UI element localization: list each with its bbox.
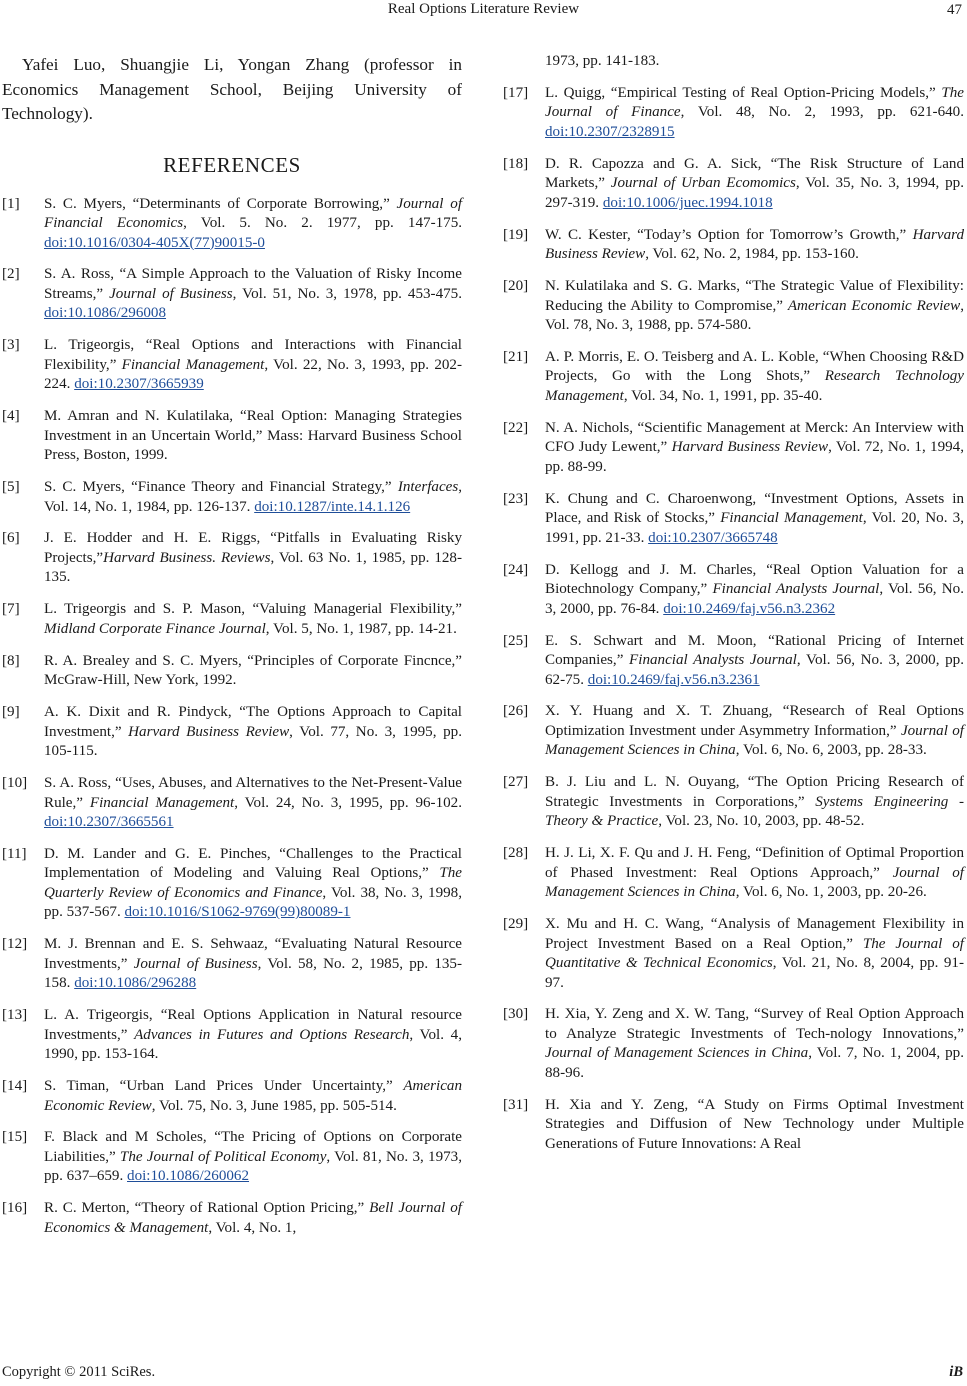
reference-journal: Advances in Futures and Options Research — [134, 1026, 410, 1043]
reference-details: , Vol. 81, No. 3, 1973, pp. 637–659. — [44, 1148, 462, 1185]
reference-number: [28] — [503, 845, 529, 862]
reference-authors-title: H. Xia, Y. Zeng and X. W. Tang, “Survey of Real Option Approach to Analyze Strategic Investments of Tech-nology Innovations,” — [545, 1006, 964, 1042]
reference-text — [44, 1006, 462, 1065]
reference-authors-title: L. Trigeorgis and S. P. Mason, “Valuing Managerial Flexibility,” — [44, 601, 462, 618]
reference-authors-title: W. C. Kester, “Today’s Option for Tomorrow’s Growth,” — [545, 226, 913, 243]
reference-authors-title: M. Amran and N. Kulatilaka, “Real Option: Managing Strategies Investment in an Uncertain World,” Mass: Harvard Business School Press, Boston, 1999. — [44, 408, 462, 464]
reference-text — [545, 844, 964, 903]
reference-number: [14] — [2, 1078, 28, 1095]
reference-number: [4] — [2, 408, 20, 425]
reference-details: , Vol. 48, No. 2, 1993, pp. 621-640. — [680, 104, 964, 121]
reference-details: , Vol. 5. No. 2. 1977, pp. 147-175. — [183, 215, 463, 231]
journal-abbrev: iB — [949, 1364, 963, 1380]
reference-journal: Journal of Management Sciences in China — [545, 864, 964, 901]
reference-item — [503, 561, 964, 620]
copyright-notice: Copyright © 2011 SciRes. — [2, 1364, 156, 1380]
reference-authors-title: L. A. Trigeorgis, “Real Options Application in Natural resource Investments,” — [44, 1007, 462, 1043]
reference-authors-title: R. C. Merton, “Theory of Rational Option Pricing,” — [44, 1200, 370, 1217]
reference-text — [44, 1128, 462, 1187]
reference-details: , Vol. 4, 1990, pp. 153-164. — [44, 1026, 462, 1063]
reference-details: , Vol. 6, No. 6, 2003, pp. 28-33. — [735, 742, 927, 759]
reference-details: , Vol. 56, No. 3, 2000, pp. 76-84. — [545, 581, 964, 617]
reference-text — [44, 265, 462, 324]
reference-authors-title: N. A. Nichols, “Scientific Management at Merck: An Interview with CFO Judy Lewent,” — [545, 419, 964, 456]
reference-journal: Financial Analysts Journal — [629, 652, 797, 669]
reference-text — [44, 195, 462, 254]
reference-journal: Research Technology Management — [545, 368, 964, 404]
reference-authors-title: F. Black and M Scholes, “The Pricing of Options on Corporate Liabilities,” — [44, 1129, 462, 1165]
reference-journal: Journal of Business — [109, 285, 233, 302]
reference-journal: Financial Management — [89, 794, 235, 811]
reference-item — [503, 348, 964, 407]
reference-authors-title: D. M. Lander and G. E. Pinches, “Challenges to the Practical Implementation of Modeling and Valuing Real Options,” — [44, 845, 462, 882]
reference-item — [503, 915, 964, 993]
reference-text — [545, 226, 964, 265]
reference-number: [20] — [503, 278, 529, 295]
reference-text — [545, 419, 964, 478]
reference-text — [545, 155, 964, 214]
reference-journal: Journal of Urban Ecomomics — [610, 175, 796, 192]
reference-text — [44, 652, 462, 691]
reference-item — [2, 529, 462, 588]
reference-text — [545, 915, 964, 993]
reference-number: [8] — [2, 652, 20, 669]
reference-item — [2, 265, 462, 324]
reference-number: [27] — [503, 774, 529, 791]
reference-journal: The Journal of Finance — [545, 84, 964, 121]
reference-journal: Financial Management — [720, 510, 863, 527]
reference-authors-title: X. Y. Huang and X. T. Zhuang, “Research of Real Options Optimization Investment under Asymmetry Information,” — [545, 703, 964, 739]
reference-details: , Vol. 4, No. 1, — [208, 1219, 297, 1236]
reference-item — [503, 490, 964, 549]
reference-item — [503, 844, 964, 903]
reference-text — [545, 561, 964, 620]
reference-item — [2, 1006, 462, 1065]
reference-authors-title: H. Xia and Y. Zeng, “A Study on Firms Optimal Investment Strategies and Diffusion of New Technology under Multiple Generations of Future Innovations: A Real — [545, 1096, 964, 1152]
reference-details: , Vol. 20, No. 3, 1991, pp. 21-33. — [545, 510, 965, 546]
reference-number: [5] — [2, 479, 20, 496]
reference-journal: Journal of Management Sciences in China — [545, 1045, 809, 1062]
reference-number: [23] — [503, 490, 529, 507]
reference-item — [2, 407, 462, 466]
reference-item — [2, 703, 462, 762]
reference-text — [44, 478, 462, 517]
reference-number: [13] — [2, 1007, 28, 1024]
reference-text — [545, 773, 964, 832]
reference-text — [44, 1077, 462, 1116]
reference-details: , Vol. 77, No. 3, 1995, pp. 105-115. — [44, 723, 462, 760]
reference-number: [10] — [2, 775, 28, 792]
reference-authors-title: S. C. Myers, “Determinants of Corporate Borrowing,” — [44, 195, 397, 212]
reference-text — [545, 1096, 964, 1155]
reference-item — [2, 1199, 462, 1238]
doi-link[interactable]: doi:10.2469/faj.v56.n3.2362 — [663, 600, 836, 617]
reference-authors-title: D. Kellogg and J. M. Charles, “Real Option Valuation for a Biotechnology Company,” — [545, 561, 964, 598]
reference-authors-title: S. C. Myers, “Finance Theory and Financial Strategy,” — [44, 479, 398, 496]
reference-authors-title: R. A. Brealey and S. C. Myers, “Principles of Corporate Fincnce,” McGraw-Hill, New York, 1992. — [44, 652, 462, 689]
reference-authors-title: K. Chung and C. Charoenwong, “Investment Options, Assets in Place, and Risk of Stocks,” — [545, 490, 964, 527]
reference-item — [2, 478, 462, 517]
reference-item — [2, 1077, 462, 1116]
reference-number: [18] — [503, 155, 529, 172]
reference-number: [31] — [503, 1096, 529, 1113]
reference-number: [12] — [2, 936, 28, 953]
reference-details: , Vol. 38, No. 3, 1998, pp. 537-567. — [44, 884, 462, 921]
reference-text — [44, 935, 462, 994]
reference-text — [44, 407, 462, 466]
running-title: Real Options Literature Review — [387, 1, 580, 17]
left-column — [2, 53, 462, 1251]
reference-details: , Vol. 24, No. 3, 1995, pp. 96-102. — [234, 794, 462, 811]
reference-journal: Harvard Business. Reviews — [103, 549, 271, 566]
reference-details: , Vol. 78, No. 3, 1988, pp. 574-580. — [545, 297, 964, 334]
reference-details: , Vol. 75, No. 3, June 1985, pp. 505-514. — [151, 1097, 397, 1114]
doi-link[interactable]: doi:10.1086/296008 — [44, 305, 167, 322]
reference-text — [545, 490, 964, 549]
reference-item — [2, 600, 462, 639]
reference-authors-title: J. E. Hodder and H. E. Riggs, “Pitfalls in Evaluating Risky Projects,” — [44, 530, 462, 566]
reference-text — [44, 600, 462, 639]
reference-journal: The Journal of Quantitative & Technical Economics — [545, 935, 964, 972]
reference-text — [545, 1005, 964, 1083]
reference-journal: Financial Management — [121, 356, 265, 373]
reference-number: [19] — [503, 226, 529, 243]
reference-text — [545, 277, 964, 336]
reference-journal: American Economic Review — [787, 297, 961, 314]
reference-list-left — [2, 195, 462, 1239]
reference-authors-title: H. J. Li, X. F. Qu and J. H. Feng, “Definition of Optimal Proportion of Phased Investment: Real Options Approach,” — [545, 845, 964, 881]
reference-item — [503, 1096, 964, 1155]
reference-text — [44, 529, 462, 588]
reference-number: [25] — [503, 632, 529, 649]
reference-text — [44, 1199, 462, 1238]
reference-journal: Financial Analysts Journal — [712, 581, 880, 598]
reference-authors-title: A. K. Dixit and R. Pindyck, “The Options Approach to Capital Investment,” — [44, 704, 462, 740]
reference-authors-title: S. A. Ross, “A Simple Approach to the Valuation of Risky Income Streams,” — [44, 266, 462, 302]
references-heading: REFERENCES — [163, 152, 301, 177]
reference-number: [6] — [2, 530, 20, 547]
reference-number: [17] — [503, 84, 529, 101]
doi-link[interactable]: doi:10.1086/260062 — [127, 1168, 250, 1185]
reference-number: [9] — [2, 704, 20, 721]
reference-number: [1] — [2, 195, 20, 212]
reference-item — [2, 336, 462, 395]
reference-text — [545, 632, 964, 691]
reference-details: , Vol. 35, No. 3, 1994, pp. 297-319. — [545, 175, 964, 211]
reference-item — [2, 935, 462, 994]
continuation-text: 1973, pp. 141-183. — [545, 53, 660, 69]
reference-journal: Interfaces — [397, 479, 459, 496]
reference-authors-title: D. R. Capozza and G. A. Sick, “The Risk Structure of Land Markets,” — [545, 155, 964, 192]
reference-text — [545, 84, 964, 143]
reference-details: , Vol. 21, No. 8, 2004, pp. 91-97. — [545, 955, 964, 991]
reference-item — [503, 702, 964, 761]
reference-authors-title: A. P. Morris, E. O. Teisberg and A. L. Koble, “When Choosing R&D Projects, Go with the Long Shots,” — [545, 348, 964, 385]
doi-link[interactable]: doi:10.1016/S1062-9769(99)80089-1 — [124, 904, 351, 921]
doi-link[interactable]: doi:10.2307/3665939 — [74, 376, 204, 393]
reference-number: [24] — [503, 561, 529, 578]
reference-number: [2] — [2, 266, 20, 283]
reference-authors-title: S. Timan, “Urban Land Prices Under Uncertainty,” — [44, 1078, 404, 1095]
reference-details: , Vol. 5, No. 1, 1987, pp. 14-21. — [265, 620, 457, 637]
doi-link[interactable]: doi:10.2469/faj.v56.n3.2361 — [587, 671, 760, 688]
doi-link[interactable]: doi:10.2307/2328915 — [545, 123, 675, 140]
reference-authors-title: M. J. Brennan and E. S. Sehwaaz, “Evaluating Natural Resource Investments,” — [44, 936, 462, 972]
doi-link[interactable]: doi:10.1006/juec.1994.1018 — [602, 194, 773, 211]
doi-link[interactable]: doi:10.1287/inte.14.1.126 — [254, 498, 411, 515]
reference-journal: Harvard Business Review — [128, 723, 290, 740]
reference-item — [503, 1005, 964, 1083]
reference-number: [22] — [503, 419, 529, 436]
reference-text — [44, 774, 462, 833]
reference-number: [30] — [503, 1006, 529, 1023]
reference-number: [16] — [2, 1200, 28, 1217]
reference-details: , Vol. 56, No. 3, 2000, pp. 62-75. — [545, 652, 964, 688]
reference-number: [26] — [503, 703, 529, 720]
reference-details: , Vol. 14, No. 1, 1984, pp. 126-137. — [44, 479, 462, 515]
reference-journal: Journal of Management Sciences in China — [545, 722, 965, 759]
reference-details: , Vol. 7, No. 1, 2004, pp. 88-96. — [545, 1045, 964, 1081]
reference-item — [2, 195, 462, 254]
reference-item — [503, 419, 964, 478]
reference-text — [545, 348, 964, 407]
reference-authors-title: S. A. Ross, “Uses, Abuses, and Alternatives to the Net-Present-Value Rule,” — [44, 775, 462, 811]
reference-journal: Systems Engineering - Theory & Practice — [545, 793, 964, 830]
reference-list-right — [503, 84, 964, 1154]
doi-link[interactable]: doi:10.2307/3665561 — [44, 814, 174, 831]
reference-item — [503, 226, 964, 265]
reference-item — [503, 632, 964, 691]
reference-details: , Vol. 23, No. 10, 2003, pp. 48-52. — [658, 813, 865, 830]
reference-details: , Vol. 34, No. 1, 1991, pp. 35-40. — [623, 387, 823, 404]
reference-authors-title: N. Kulatilaka and S. G. Marks, “The Strategic Value of Flexibility: Reducing the Ability to Compromise,” — [545, 278, 964, 314]
reference-authors-title: B. J. Liu and L. N. Ouyang, “The Option Pricing Research of Strategic Investments in Corporations,” — [545, 774, 964, 810]
reference-details: , Vol. 6, No. 1, 2003, pp. 20-26. — [735, 884, 927, 901]
reference-item — [2, 1128, 462, 1187]
reference-text — [44, 703, 462, 762]
reference-item — [503, 773, 964, 832]
reference-journal: Harvard Business Review — [671, 439, 829, 456]
reference-journal: Journal of Financial Economics — [44, 195, 463, 231]
page-number: 47 — [947, 2, 962, 18]
reference-journal: Midland Corporate Finance Journal — [44, 620, 266, 637]
reference-number: [15] — [2, 1129, 28, 1146]
reference-details: , Vol. 63 No. 1, 1985, pp. 128-135. — [44, 549, 462, 586]
doi-link[interactable]: doi:10.2307/3665748 — [648, 529, 778, 546]
reference-item — [503, 155, 964, 214]
acknowledgement-text: Yafei Luo, Shuangjie Li, Yongan Zhang (professor in Economics Management School, Beijing University of Technology). — [2, 55, 462, 123]
reference-number: [21] — [503, 348, 529, 365]
reference-details: , Vol. 22, No. 3, 1993, pp. 202-224. — [44, 356, 462, 393]
reference-continuation — [503, 52, 964, 72]
reference-authors-title: X. Mu and H. C. Wang, “Analysis of Management Flexibility in Project Investment Based on a Real Option,” — [545, 916, 964, 952]
reference-journal: The Quarterly Review of Economics and Finance — [44, 865, 462, 901]
doi-link[interactable]: doi:10.1016/0304-405X(77)90015-0 — [44, 234, 265, 251]
right-column — [503, 52, 964, 1167]
reference-number: [29] — [503, 916, 529, 933]
reference-item — [503, 277, 964, 336]
reference-number: [11] — [2, 845, 27, 862]
reference-text — [545, 702, 964, 761]
reference-journal: The Journal of Political Economy — [119, 1148, 327, 1165]
reference-item — [503, 84, 964, 143]
reference-number: [7] — [2, 601, 20, 618]
reference-journal: American Economic Review — [44, 1078, 462, 1114]
reference-authors-title: L. Trigeorgis, “Real Options and Interactions with Financial Flexibility,” — [44, 337, 462, 373]
reference-item — [2, 652, 462, 691]
reference-details: , Vol. 62, No. 2, 1984, pp. 153-160. — [645, 246, 859, 263]
reference-text — [44, 845, 462, 923]
reference-item — [2, 845, 462, 923]
reference-details: , Vol. 58, No. 2, 1985, pp. 135-158. — [44, 955, 463, 992]
reference-authors-title: E. S. Schwart and M. Moon, “Rational Pricing of Internet Companies,” — [545, 632, 964, 669]
doi-link[interactable]: doi:10.1086/296288 — [74, 975, 197, 992]
reference-item — [2, 774, 462, 833]
reference-text — [44, 336, 462, 395]
reference-authors-title: L. Quigg, “Empirical Testing of Real Option-Pricing Models,” — [545, 84, 942, 101]
reference-journal: Journal of Business — [133, 955, 258, 972]
reference-journal: Bell Journal of Economics & Management — [44, 1200, 462, 1236]
reference-details: , Vol. 72, No. 1, 1994, pp. 88-99. — [545, 439, 964, 475]
reference-number: [3] — [2, 337, 20, 354]
reference-details: , Vol. 51, No. 3, 1978, pp. 453-475. — [232, 285, 462, 302]
reference-journal: Harvard Business Review — [545, 226, 964, 263]
